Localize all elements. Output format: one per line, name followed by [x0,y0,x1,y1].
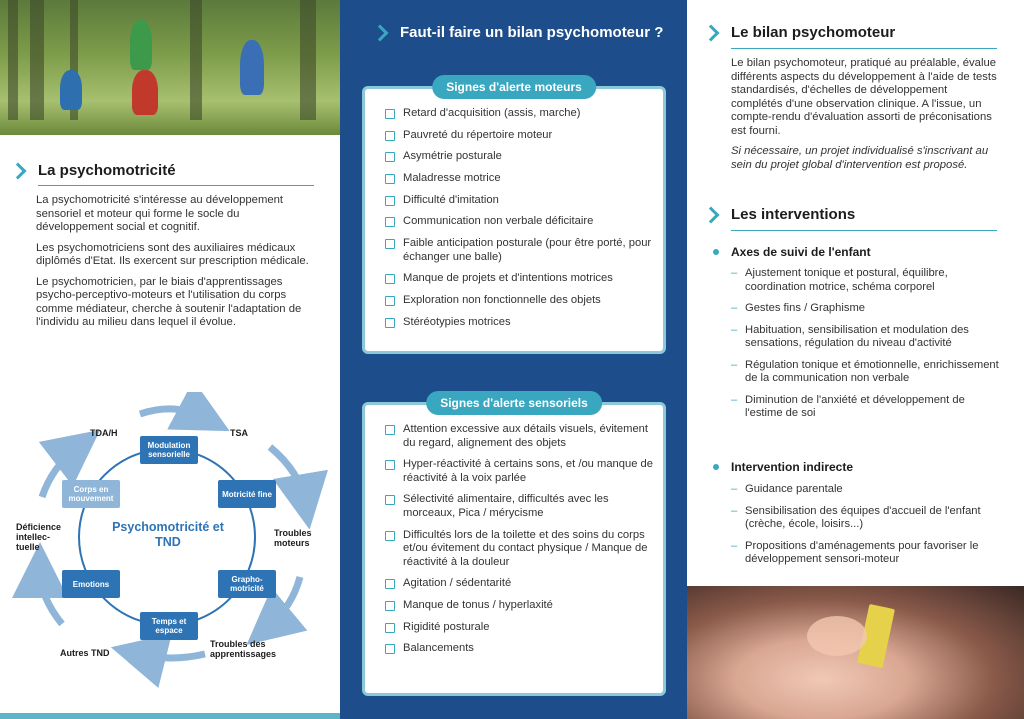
bullet-dot-icon [713,464,719,470]
indirecte-heading [713,460,853,474]
axes-list [731,267,1003,429]
moteur-alert-item: Retard d'acquisition (assis, marche) [385,107,653,121]
moteur-alert-item: Manque de projets et d'intentions motrices [385,272,653,286]
indirecte-item: – Guidance parentale [731,483,1003,497]
indirecte-item: – Sensibilisation des équipes d'accueil de l'enfant (crèche, école, loisirs...) [731,505,1003,532]
bilan-question-title: Faut-il faire un bilan psychomoteur ? [400,24,664,41]
bilan-heading [705,24,895,41]
sensoriel-alert-item: Balancements [385,642,653,656]
chevron-right-icon [10,162,27,179]
moteurs-box [362,80,666,354]
label-troubles-apprentissages: Troubles des apprentissages [210,639,277,659]
psychomotricite-text [36,194,318,337]
bilan-title: Le bilan psychomoteur [731,24,896,41]
moteurs-list [385,107,653,329]
paragraph: La psychomotricité s'intéresse au développement sensoriel et moteur qui forme le socle du développement social et cognitif. [36,194,284,233]
sensoriel-alert-item: Difficultés lors de la toilette et des soins du corps et/ou évitement du contact physique / Manque de réactivité à la douleur [385,529,653,570]
sensoriels-label: Signes d'alerte sensoriels [426,391,602,415]
moteur-alert-item: Exploration non fonctionnelle des objets [385,294,653,308]
title-divider [731,48,997,49]
label-deficience: Déficience intellec-tuelle [16,522,62,552]
axe-item: – Diminution de l'anxiété et développement de l'estime de soi [731,394,1003,421]
node-grapho-motricite: Grapho-motricité [218,570,276,598]
moteur-alert-item: Faible anticipation posturale (pour être porté, pour échanger une balle) [385,237,653,264]
moteur-alert-item: Communication non verbale déficitaire [385,215,653,229]
sensoriel-alert-item: Attention excessive aux détails visuels, évitement du regard, alignement des objets [385,423,653,450]
axe-item: – Habituation, sensibilisation et modulation des sensations, régulation du niveau d'activité [731,324,1003,351]
sensoriels-box [362,396,666,696]
node-motricite-fine: Motricité fine [218,480,276,508]
moteur-alert-item: Stéréotypies motrices [385,316,653,330]
bilan-paragraph: Le bilan psychomoteur, pratiqué au préalable, évalue différents aspects du développement à l'aide de tests standardisés, d'échelles de développement complétés d'une observation clinique. A l'issue, un compte-rendu d'évaluation assorti de préconisations est fourni. [731,57,997,137]
psychomotricite-heading [12,162,176,179]
indirecte-list [731,483,1003,575]
label-autres-tnd: Autres TND [60,648,110,658]
sensoriel-alert-item: Agitation / sédentarité [385,577,653,591]
node-temps-espace: Temps et espace [140,612,198,640]
chevron-right-icon [703,206,720,223]
axe-item: – Régulation tonique et émotionnelle, enrichissement de la communication non verbale [731,359,1003,386]
axe-item: – Gestes fins / Graphisme [731,302,1003,316]
moteurs-label: Signes d'alerte moteurs [432,75,596,99]
moteur-alert-item: Difficulté d'imitation [385,194,653,208]
indirecte-label: Intervention indirecte [731,460,854,474]
interventions-heading [705,206,855,223]
column-bilan-interventions [687,0,1024,719]
sensoriel-alert-item: Manque de tonus / hyperlaxité [385,599,653,613]
moteur-alert-item: Maladresse motrice [385,172,653,186]
bilan-question-heading [374,24,663,41]
title-divider [38,185,314,186]
moteur-alert-item: Asymétrie posturale [385,150,653,164]
axe-item: – Ajustement tonique et postural, équilibre, coordination motrice, schéma corporel [731,267,1003,294]
bullet-dot-icon [713,249,719,255]
label-tdah: TDA/H [90,428,118,438]
bilan-text [731,57,1001,179]
sensoriel-alert-item: Rigidité posturale [385,621,653,635]
column-bilan-question [340,0,687,719]
children-playing-photo [0,0,340,135]
indirecte-item: – Propositions d'aménagements pour favoriser le développement sensori-moteur [731,540,1003,567]
column-psychomotricite [0,0,340,719]
sensoriel-alert-item: Sélectivité alimentaire, difficultés avec les morceaux, Pica / mérycisme [385,493,653,520]
axes-label: Axes de suivi de l'enfant [731,245,871,259]
axes-heading [713,245,871,259]
title-divider [731,230,997,231]
label-troubles-moteurs: Troubles moteurs [274,528,312,548]
label-tsa: TSA [230,428,248,438]
sensoriel-alert-item: Hyper-réactivité à certains sons, et /ou manque de réactivité à la voix parlée [385,458,653,485]
moteur-alert-item: Pauvreté du répertoire moteur [385,129,653,143]
chevron-right-icon [703,24,720,41]
node-emotions: Emotions [62,570,120,598]
chevron-right-icon [372,24,389,41]
interventions-title: Les interventions [731,206,856,223]
node-modulation-sensorielle: Modulation sensorielle [140,436,198,464]
baby-playing-photo [687,586,1024,719]
sensoriels-list [385,423,653,656]
psychomotricite-title: La psychomotricité [38,162,176,179]
node-corps-mouvement: Corps en mouvement [62,480,120,508]
psychomotricite-tnd-diagram [0,392,340,712]
paragraph: Le psychomotricien, par le biais d'apprentissages psycho-perceptivo-moteurs et l'utilisation du corps comme médiateur, cherche à soutenir l'adaptation de l'individu au milieu dans lequel il évolue. [36,275,302,328]
bilan-italic-note: Si nécessaire, un projet individualisé s'inscrivant au sein du projet global d'intervention est proposé. [731,145,989,171]
diagram-center-label: Psychomotricité et TND [112,520,224,549]
paragraph: Les psychomotriciens sont des auxiliaires médicaux diplômés d'Etat. Ils exercent sur prescription médicale. [36,241,309,267]
bottom-accent-bar [0,713,340,719]
